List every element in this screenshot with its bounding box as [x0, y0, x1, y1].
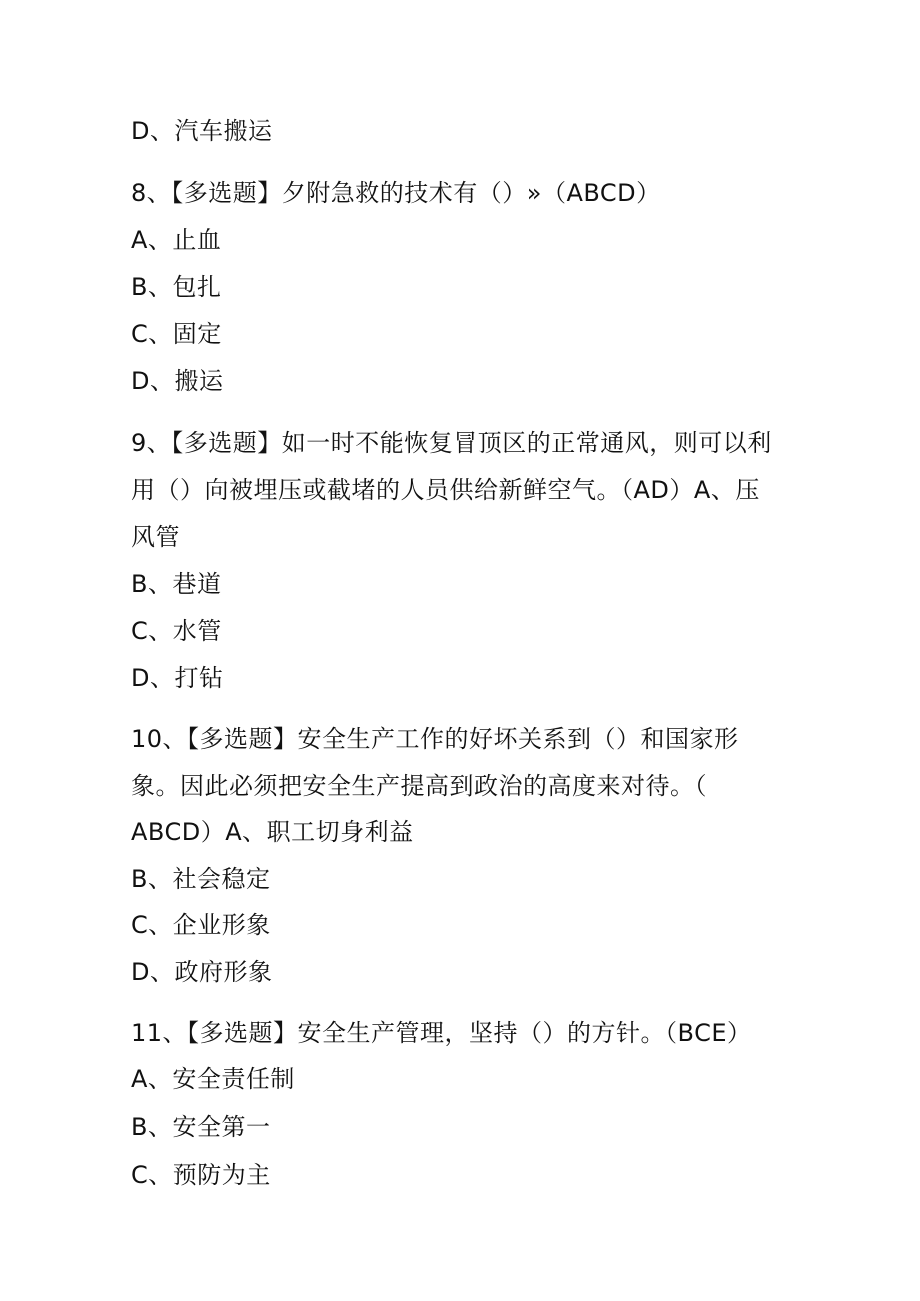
option-11-c: C、预防为主 [131, 1161, 271, 1189]
option-10-c: C、企业形象 [131, 911, 271, 939]
question-9-line-2: 用（）向被埋压或截堵的人员供给新鲜空气。（AD）A、压 [131, 476, 760, 504]
option-8-c: C、固定 [131, 320, 222, 348]
question-10-line-3: ABCD）A、职工切身利益 [131, 818, 414, 846]
question-8: 8、【多选题】夕附急救的技术有（）»（ABCD） [131, 179, 661, 207]
option-8-b: B、包扎 [131, 273, 222, 301]
option-10-d: D、政府形象 [131, 958, 273, 986]
question-10-line-1: 10、【多选题】安全生产工作的好坏关系到（）和国家形 [131, 725, 739, 753]
option-11-b: B、安全第一 [131, 1113, 271, 1141]
option-8-a: A、止血 [131, 226, 222, 254]
option-11-a: A、安全责任制 [131, 1065, 295, 1093]
option-9-b: B、巷道 [131, 570, 222, 598]
question-9-line-1: 9、【多选题】如一时不能恢复冒顶区的正常通风，则可以利 [131, 429, 772, 457]
option-7-d: D、汽车搬运 [131, 117, 273, 145]
option-10-b: B、社会稳定 [131, 865, 271, 893]
option-8-d: D、搬运 [131, 367, 224, 395]
question-9-line-3: 风管 [131, 523, 180, 551]
option-9-d: D、打钻 [131, 664, 224, 692]
question-10-line-2: 象。因此必须把安全生产提高到政治的高度来对待。（ [131, 772, 707, 800]
question-11: 11、【多选题】安全生产管理，坚持（）的方针。（BCE） [131, 1019, 752, 1047]
option-9-c: C、水管 [131, 617, 222, 645]
